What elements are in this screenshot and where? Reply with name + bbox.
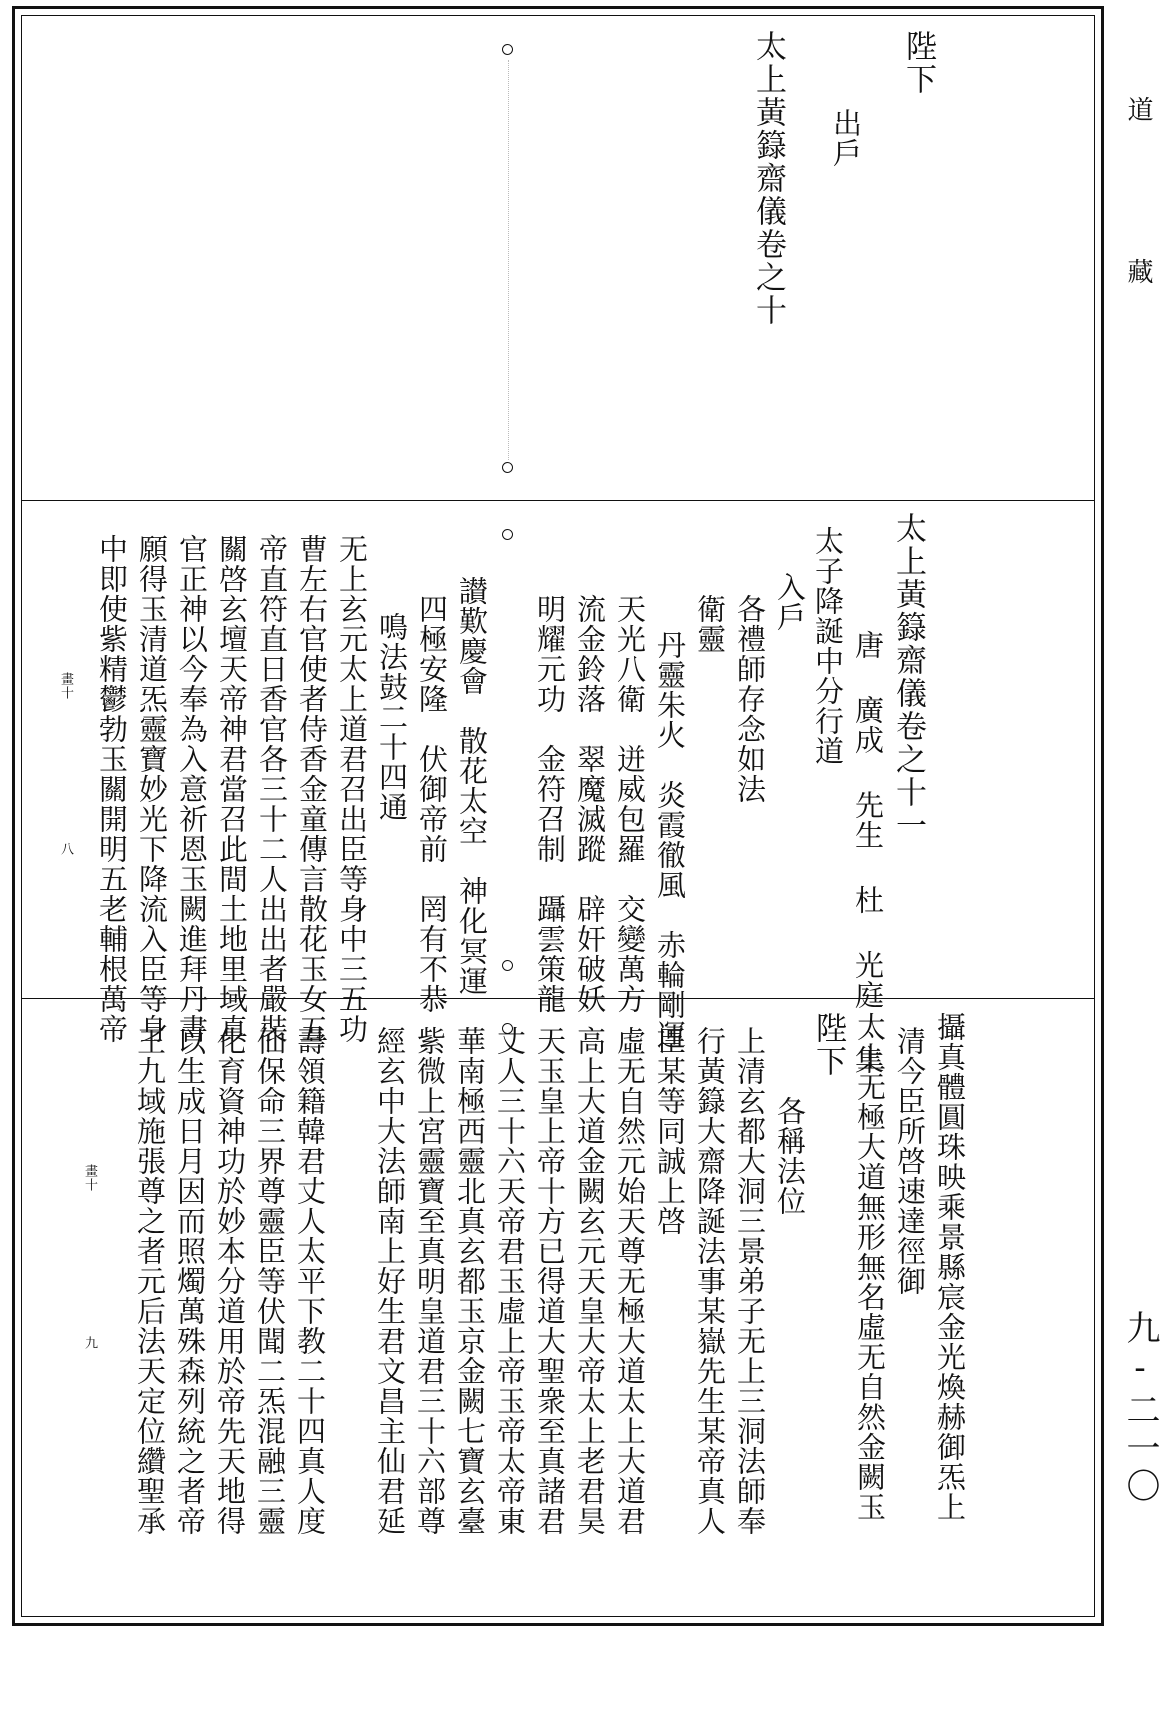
- text-column: 太上无極大道無形無名虛无自然金闕玉: [853, 1012, 887, 1522]
- fold-circle-mark: [502, 462, 513, 473]
- text-column: 太子降誕中分行道: [811, 526, 845, 766]
- fold-circle-mark: [502, 960, 513, 971]
- text-column: 鳴法鼓二十四通: [375, 612, 409, 822]
- text-column: 壽領籍韓君丈人太平下教二十四真人度: [293, 1026, 327, 1536]
- text-column: 攝真體圓珠映乘景縣宸金光煥赫御炁上: [933, 1012, 967, 1522]
- volume-title: 太上黃籙齋儀卷之十一: [890, 512, 926, 842]
- text-column: 讃歎慶會 散花太空 神化冥運: [455, 576, 489, 996]
- text-column: 經玄中大法師南上好生君文昌主仙君延: [373, 1026, 407, 1536]
- text-column: 紫微上宮靈寶至真明皇道君三十六部尊: [413, 1026, 447, 1536]
- text-column: 仙保命三界尊靈臣等伏聞二炁混融三靈: [253, 1026, 287, 1536]
- fold-circle-mark: [502, 44, 513, 55]
- text-column: 衛靈: [693, 594, 727, 654]
- text-column: 天光八衛 迸威包羅 交變萬方: [613, 594, 647, 1014]
- collection-label-zang: 藏: [1123, 258, 1153, 284]
- text-column: 臣某等同誠上啓: [653, 1026, 687, 1236]
- text-column: 中即使紫精鬱勃玉關開明五老輔根萬帝: [95, 534, 129, 1044]
- text-column: 天玉皇上帝十方已得道大聖衆至真諸君: [533, 1026, 567, 1536]
- text-column: 无上玄元太上道君召出臣等身中三五功: [335, 534, 369, 1044]
- text-column: 陛下: [810, 1012, 846, 1078]
- text-column: 願得玉清道炁靈寶妙光下降流入臣等身: [135, 534, 169, 1044]
- page-number: 九-二一〇: [1120, 1310, 1160, 1506]
- text-column: 四極安隆 伏御帝前 罔有不恭: [415, 594, 449, 1014]
- text-column: 以生成日月因而照燭萬殊森列統之者帝: [173, 1026, 207, 1536]
- text-column: 關啓玄壇天帝神君當召此間土地里域真: [215, 534, 249, 1044]
- author-line: 唐 廣成 先生 杜 光庭 集: [851, 630, 885, 1075]
- text-column: 各稱法位: [773, 1096, 807, 1216]
- text-column: 華南極西靈北真玄都玉京金闕七寶玄臺: [453, 1026, 487, 1536]
- marginal-note: 九: [82, 1336, 97, 1350]
- fold-circle-mark: [502, 529, 513, 540]
- marginal-note: 畫十: [58, 672, 73, 700]
- text-column: 曹左右官使者侍香金童傳言散花玉女五: [295, 534, 329, 1044]
- marginal-note: 八: [58, 842, 73, 856]
- panel-divider-top: [22, 500, 1094, 501]
- text-column: 帝直符直日香官各三十二人出出者嚴裝: [255, 534, 289, 1044]
- fold-line: [508, 60, 510, 460]
- text-column: 出戶: [829, 108, 863, 168]
- text-column: 官正神以今奉為入意祈恩玉闕進拜丹書: [175, 534, 209, 1044]
- text-column: 虛无自然元始天尊无極大道太上大道君: [613, 1026, 647, 1536]
- volume-title: 太上黃籙齋儀卷之十: [750, 30, 786, 327]
- text-column: 陛下: [900, 30, 936, 96]
- text-column: 丹靈朱火 炎霞徹風 赤輪剛運: [653, 630, 687, 1050]
- text-column: 化育資神功於妙本分道用於帝先天地得: [213, 1026, 247, 1536]
- text-column: 明耀元功 金符召制 躡雲策龍: [533, 594, 567, 1014]
- text-column: 上清玄都大洞三景弟子无上三洞法師奉: [733, 1026, 767, 1536]
- collection-label-dao: 道: [1123, 96, 1153, 122]
- inner-border: [21, 15, 1095, 1617]
- text-column: 行黃籙大齋降誕法事某嶽先生某帝真人: [693, 1026, 727, 1536]
- text-column: 高上大道金闕玄元天皇大帝太上老君昊: [573, 1026, 607, 1536]
- text-column: 各禮師存念如法: [733, 594, 767, 804]
- text-column: 清今臣所啓速達徑御: [893, 1026, 927, 1296]
- text-column: 入戶: [773, 572, 807, 632]
- text-column: 流金鈴落 翠魔滅蹤 辟奸破妖: [573, 594, 607, 1014]
- page-frame: [12, 6, 1104, 1626]
- text-column: 王九域施張尊之者元后法天定位纘聖承: [133, 1026, 167, 1536]
- marginal-note: 畫十: [82, 1164, 97, 1192]
- text-column: 丈人三十六天帝君玉虛上帝玉帝太帝東: [493, 1026, 527, 1536]
